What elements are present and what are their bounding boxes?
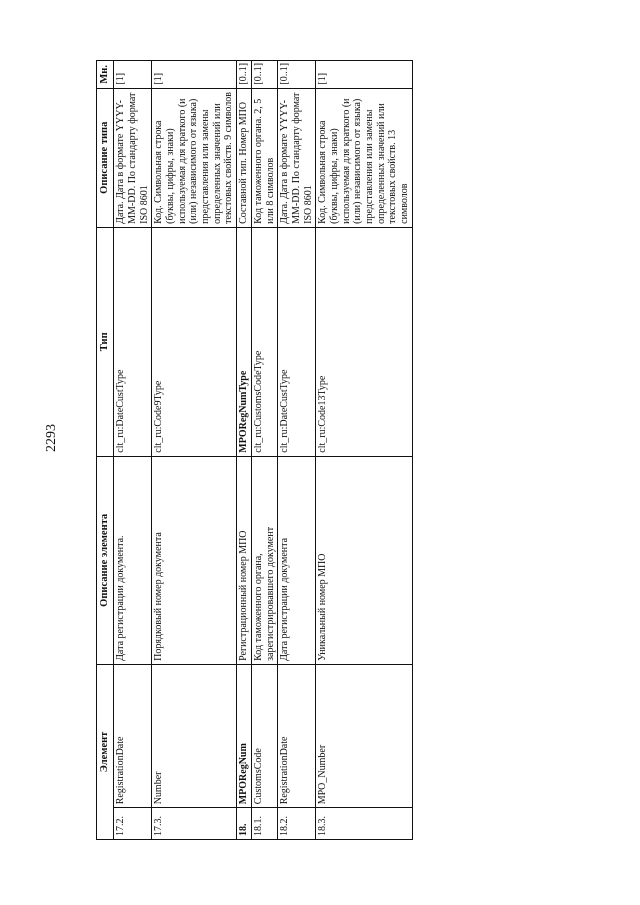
row-element: CustomsCode [251, 664, 277, 807]
row-multiplicity: [1] [316, 61, 413, 89]
table-row [316, 61, 413, 840]
row-type: clt_ru:DateCustType [114, 227, 152, 456]
row-type-description: Дата. Дата в формате YYYY-MM-DD. По стандарту формат ISO 8601 [278, 88, 316, 227]
row-type-description: Составной тип. Номер МПО [237, 88, 252, 227]
row-number: 18.1. [251, 808, 277, 840]
row-multiplicity: [0..1] [237, 61, 252, 89]
row-number: 17.3. [152, 808, 237, 840]
row-number: 18. [237, 808, 252, 840]
row-element-description: Код таможенного органа, зарегистрировавшего документ [251, 456, 277, 664]
row-element-description: Дата регистрации документа [278, 456, 316, 664]
row-type-description: Дата. Дата в формате YYYY-MM-DD. По стандарту формат ISO 8601 [114, 88, 152, 227]
row-type: clt_ru:CustomsCodeType [251, 227, 277, 456]
row-element-description: Регистрационный номер МПО [237, 456, 252, 664]
row-element-description: Уникальный номер МПО [316, 456, 413, 664]
row-type: clt_ru:DateCustType [278, 227, 316, 456]
row-element-description: Дата регистрации документа. [114, 456, 152, 664]
row-element: Number [152, 664, 237, 807]
row-type: clt_ru:Code13Type [316, 227, 413, 456]
row-type-description: Код. Символьная строка (буквы, цифры, знаки) используемая для краткого (и (или) независимого от языка) представления или замены определенных значений или текстовых свойств. 13 символов [316, 88, 413, 227]
row-number: 18.2. [278, 808, 316, 840]
row-type: MPORegNumType [237, 227, 252, 456]
row-number: 18.3. [316, 808, 413, 840]
header-element: Элемент [97, 664, 114, 839]
header-element-description: Описание элемента [97, 456, 114, 664]
header-multiplicity: Мн. [97, 61, 114, 89]
table-row [278, 61, 316, 840]
header-type: Тип [97, 227, 114, 456]
header-type-description: Описание типа [97, 88, 114, 227]
row-element: RegistrationDate [278, 664, 316, 807]
row-element: MPORegNum [237, 664, 252, 807]
row-element: RegistrationDate [114, 664, 152, 807]
row-multiplicity: [0..1] [251, 61, 277, 89]
row-type-description: Код. Символьная строка (буквы, цифры, знаки) используемая для краткого (и (или) независимого от языка) представления или замены определенных значений или текстовых свойств. 9 символов [152, 88, 237, 227]
row-number: 17.2. [114, 808, 152, 840]
row-element-description: Порядковый номер документа [152, 456, 237, 664]
row-multiplicity: [1] [152, 61, 237, 89]
table-row [251, 61, 277, 840]
table-header-row [97, 61, 114, 840]
row-type: clt_ru:Code9Type [152, 227, 237, 456]
table-row [114, 61, 152, 840]
table-section-row [237, 61, 252, 840]
row-element: MPO_Number [316, 664, 413, 807]
page-number: 2293 [44, 424, 59, 452]
document-table-rotated [96, 60, 606, 840]
row-multiplicity: [1] [114, 61, 152, 89]
table-row [152, 61, 237, 840]
row-multiplicity: [0..1] [278, 61, 316, 89]
schema-table [96, 60, 413, 840]
row-type-description: Код таможенного органа. 2, 5 или 8 символов [251, 88, 277, 227]
